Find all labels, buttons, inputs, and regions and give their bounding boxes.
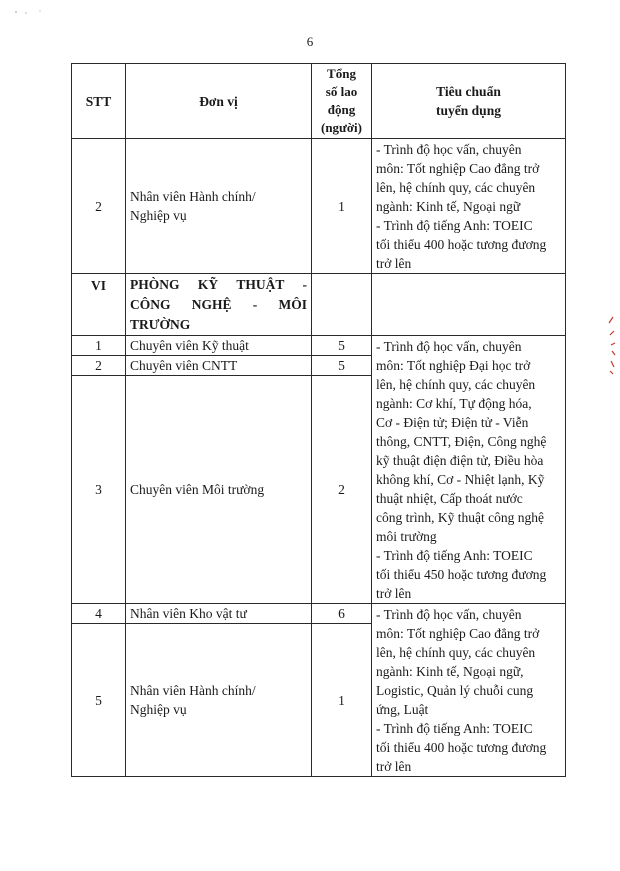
row-unit: Chuyên viên CNTT bbox=[126, 356, 312, 376]
section-title-line: CÔNG NGHỆ - MÔI bbox=[130, 297, 307, 312]
recruitment-table bbox=[71, 63, 566, 777]
header-criteria-line: Tiêu chuẩn bbox=[436, 84, 501, 99]
row-stt: 3 bbox=[72, 376, 126, 604]
criteria-line: - Trình độ học vấn, chuyên bbox=[376, 339, 522, 354]
row-unit-line: Nhân viên Hành chính/ bbox=[130, 189, 256, 204]
criteria-line: ngành: Cơ khí, Tự động hóa, bbox=[376, 396, 532, 411]
criteria-line: môn: Tốt nghiệp Cao đẳng trở bbox=[376, 161, 540, 176]
criteria-line: tối thiểu 450 hoặc tương đương bbox=[376, 567, 547, 582]
criteria-line: thông, CNTT, Điện, Công nghệ bbox=[376, 434, 547, 449]
criteria-line: lên, hệ chính quy, các chuyên bbox=[376, 645, 536, 660]
criteria-line: tối thiểu 400 hoặc tương đương bbox=[376, 237, 547, 252]
row-count: 6 bbox=[312, 604, 372, 624]
row-unit: Chuyên viên Môi trường bbox=[126, 376, 312, 604]
criteria-line: lên, hệ chính quy, các chuyên bbox=[376, 180, 536, 195]
table-row bbox=[72, 336, 566, 356]
row-stt: 5 bbox=[72, 624, 126, 777]
criteria-line: Cơ - Điện tử; Điện tử - Viễn bbox=[376, 415, 529, 430]
table-row bbox=[72, 139, 566, 274]
row-count: 5 bbox=[312, 336, 372, 356]
row-stt: 2 bbox=[72, 139, 126, 274]
criteria-line: công trình, Kỹ thuật công nghệ bbox=[376, 510, 544, 525]
row-count: 1 bbox=[312, 624, 372, 777]
row-unit bbox=[126, 624, 312, 777]
section-row bbox=[72, 274, 566, 336]
row-stt: 1 bbox=[72, 336, 126, 356]
section-stt: VI bbox=[72, 274, 126, 336]
header-count bbox=[312, 64, 372, 139]
criteria-line: - Trình độ tiếng Anh: TOEIC bbox=[376, 721, 533, 736]
section-title bbox=[126, 274, 312, 336]
row-count: 1 bbox=[312, 139, 372, 274]
red-stamp-edge-mark bbox=[605, 315, 617, 375]
criteria-line: môn: Tốt nghiệp Cao đẳng trở bbox=[376, 626, 540, 641]
criteria-line: ngành: Kinh tế, Ngoại ngữ bbox=[376, 199, 521, 214]
section-title-line: TRƯỜNG bbox=[130, 317, 191, 332]
header-count-line: động bbox=[327, 102, 356, 117]
criteria-line: trở lên bbox=[376, 759, 412, 774]
criteria-line: - Trình độ học vấn, chuyên bbox=[376, 607, 522, 622]
header-unit: Đơn vị bbox=[126, 64, 312, 139]
row-unit-line: Nhân viên Hành chính/ bbox=[130, 683, 256, 699]
page-number: 6 bbox=[306, 34, 314, 49]
header-criteria bbox=[372, 64, 566, 139]
header-count-line: Tổng bbox=[327, 66, 356, 81]
criteria-line: môi trường bbox=[376, 529, 437, 544]
header-count-line: (người) bbox=[321, 120, 362, 135]
row-count: 5 bbox=[312, 356, 372, 376]
criteria-line: trở lên bbox=[376, 586, 412, 601]
scan-speck-mark bbox=[10, 8, 50, 18]
criteria-line: thuật nhiệt, Cấp thoát nước bbox=[376, 491, 523, 506]
group2-criteria bbox=[372, 604, 566, 777]
criteria-line: không khí, Cơ - Nhiệt lạnh, Kỹ bbox=[376, 472, 545, 487]
row-stt: 4 bbox=[72, 604, 126, 624]
group1-criteria bbox=[372, 336, 566, 604]
criteria-line: Logistic, Quản lý chuỗi cung bbox=[376, 683, 534, 698]
section-count-empty bbox=[312, 274, 372, 336]
criteria-line: tối thiểu 400 hoặc tương đương bbox=[376, 740, 547, 755]
row-unit: Chuyên viên Kỹ thuật bbox=[126, 336, 312, 356]
row-criteria bbox=[372, 139, 566, 274]
header-criteria-line: tuyển dụng bbox=[436, 103, 501, 118]
criteria-line: ứng, Luật bbox=[376, 702, 429, 717]
row-unit-line: Nghiệp vụ bbox=[130, 702, 187, 718]
criteria-line: kỹ thuật điện điện tử, Điều hòa bbox=[376, 453, 544, 468]
criteria-line: - Trình độ học vấn, chuyên bbox=[376, 142, 522, 157]
row-count: 2 bbox=[312, 376, 372, 604]
header-stt: STT bbox=[72, 64, 126, 139]
criteria-line: - Trình độ tiếng Anh: TOEIC bbox=[376, 548, 533, 563]
section-criteria-empty bbox=[372, 274, 566, 336]
row-unit bbox=[126, 139, 312, 274]
header-row bbox=[72, 64, 566, 139]
row-unit-line: Nghiệp vụ bbox=[130, 208, 187, 223]
criteria-line: - Trình độ tiếng Anh: TOEIC bbox=[376, 218, 533, 233]
criteria-line: ngành: Kinh tế, Ngoại ngữ, bbox=[376, 664, 524, 679]
criteria-line: trở lên bbox=[376, 256, 412, 271]
section-title-line: PHÒNG KỸ THUẬT - bbox=[130, 277, 307, 292]
criteria-line: môn: Tốt nghiệp Đại học trở bbox=[376, 358, 531, 373]
row-stt: 2 bbox=[72, 356, 126, 376]
header-count-line: số lao bbox=[325, 84, 358, 99]
row-unit: Nhân viên Kho vật tư bbox=[126, 604, 312, 624]
criteria-line: lên, hệ chính quy, các chuyên bbox=[376, 377, 536, 392]
table-row bbox=[72, 604, 566, 624]
